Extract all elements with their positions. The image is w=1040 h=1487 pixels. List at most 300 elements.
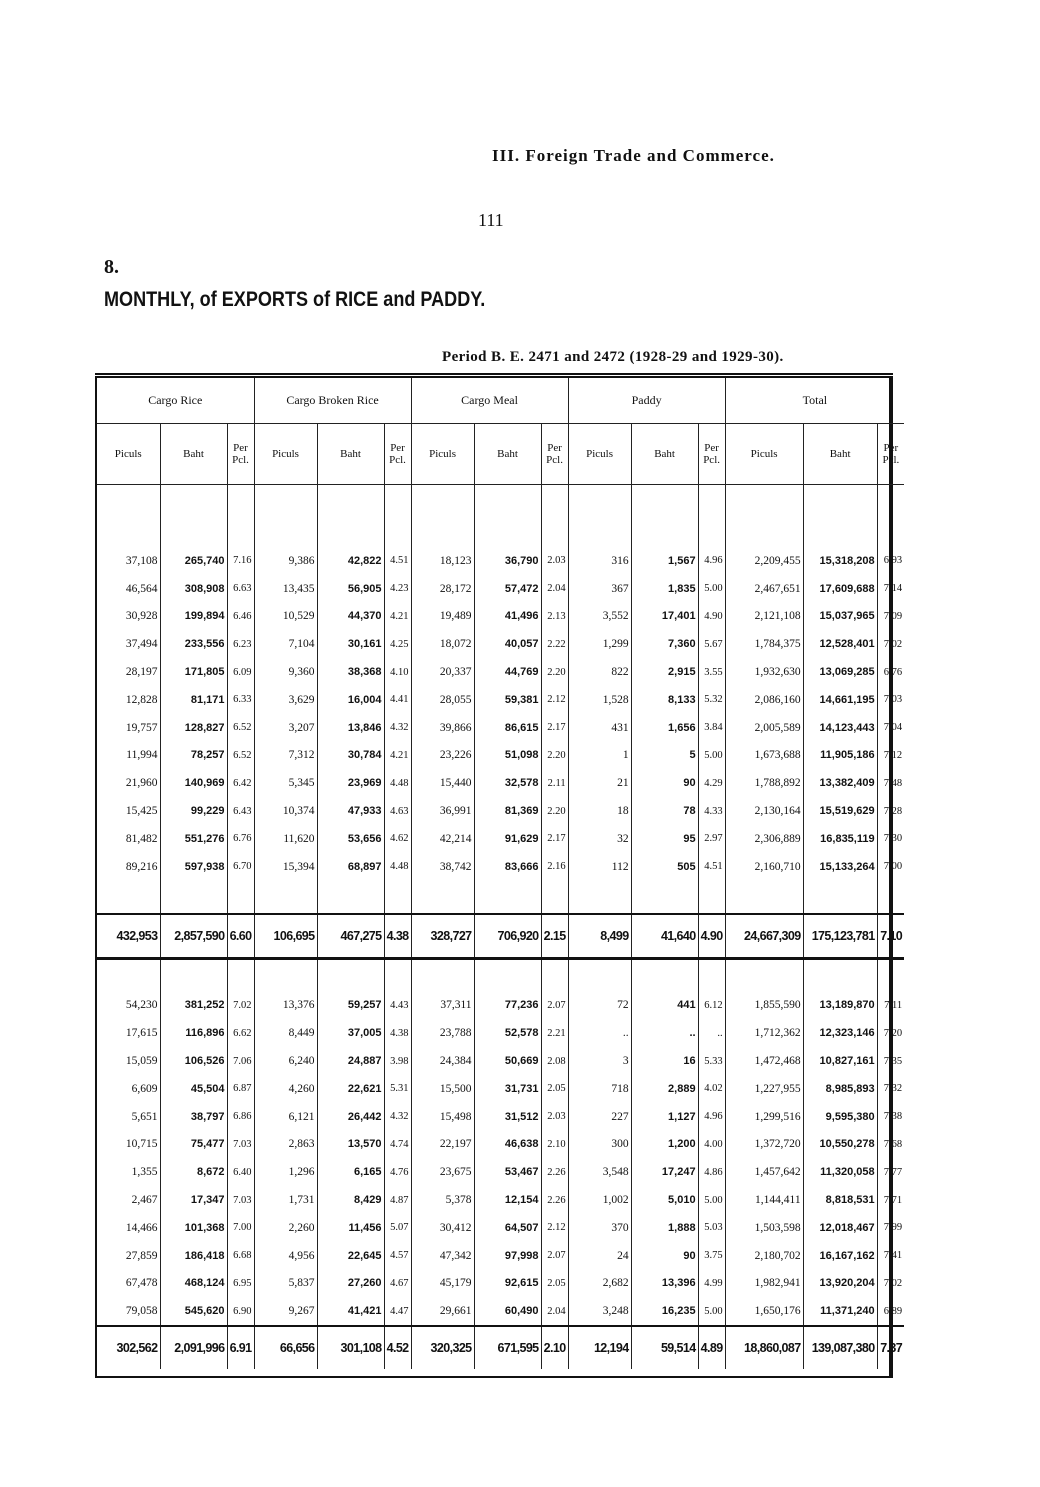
cell-per: 2.26 [541, 1186, 568, 1214]
cell-per: 6.93 [877, 547, 904, 575]
table-row [97, 1297, 904, 1326]
cell-per: 2.26 [541, 1158, 568, 1186]
cell-per: 2.13 [541, 603, 568, 631]
cell-per: 7.02 [227, 992, 254, 1020]
cell-per: 6.40 [227, 1158, 254, 1186]
spacer-cell [411, 958, 474, 992]
cell-picul: 30,412 [411, 1214, 474, 1242]
cell-picul: 1,299 [568, 630, 631, 658]
cell-baht: 44,370 [317, 603, 384, 631]
cell-picul: 14,466 [125, 1221, 158, 1234]
cell-baht: 41,421 [317, 1297, 384, 1326]
cell-per: 6.33 [227, 686, 254, 714]
cell-baht: 22,645 [317, 1242, 384, 1270]
cell-baht: 1,127 [631, 1103, 698, 1131]
table-row [97, 1075, 904, 1103]
cell-baht: 8,985,893 [803, 1075, 877, 1103]
spacer-cell [541, 958, 568, 992]
cell-picul: 54,230 [125, 999, 158, 1012]
cell-baht: 12,018,467 [803, 1214, 877, 1242]
cell-baht: 11,905,186 [803, 742, 877, 770]
cell-picul: 2,130,164 [725, 797, 803, 825]
cell-picul: 15,059 [125, 1055, 158, 1068]
cell-per: 6.63 [227, 575, 254, 603]
cell-picul: 13,376 [254, 992, 317, 1020]
spacer-cell [541, 485, 568, 548]
cell-baht: 265,740 [160, 547, 227, 575]
cell-picul: 15,425 [125, 805, 158, 818]
cell-picul: 11,994 [126, 749, 158, 762]
cell-baht: 199,894 [160, 603, 227, 631]
cell-picul: 32 [568, 825, 631, 853]
spacer-cell [698, 958, 725, 992]
cell-per: 5.00 [698, 1297, 725, 1326]
cell-baht: 14,123,443 [803, 714, 877, 742]
spacer-cell [631, 958, 698, 992]
cell-per: 6.62 [227, 1019, 254, 1047]
spacer-cell [411, 485, 474, 548]
table-row [97, 825, 904, 853]
cell-picul: 22,197 [411, 1131, 474, 1159]
cell-baht: 60,490 [474, 1297, 541, 1326]
cell-baht: 36,790 [474, 547, 541, 575]
cell-per: 4.47 [384, 1297, 411, 1326]
table-title: MONTHLY, of EXPORTS of RICE and PADDY. [104, 288, 486, 311]
cell-picul: 2,467 [131, 1194, 158, 1207]
cell-per: 7.09 [877, 603, 904, 631]
cell-baht: 551,276 [160, 825, 227, 853]
cell-baht: 91,629 [474, 825, 541, 853]
cell-per: 7.14 [877, 575, 904, 603]
cell-per: 2.04 [541, 1297, 568, 1326]
table-row [97, 1047, 904, 1075]
cell-picul: 9,386 [254, 547, 317, 575]
cell-picul: 37,494 [125, 638, 158, 651]
cell-per: 7.04 [877, 714, 904, 742]
cell-picul: 2,180,702 [725, 1242, 803, 1270]
cell-picul: 2,086,160 [725, 686, 803, 714]
cell-picul: 37,108 [125, 554, 158, 567]
cell-baht: 9,595,380 [803, 1103, 877, 1131]
cell-picul: 6,609 [131, 1082, 158, 1095]
spacer-cell [317, 881, 384, 914]
cell-picul: 23,675 [411, 1158, 474, 1186]
cell-per: 4.32 [384, 1103, 411, 1131]
cell-per: 4.21 [384, 742, 411, 770]
cell-baht: 16,235 [631, 1297, 698, 1326]
cell-picul: 4,956 [254, 1242, 317, 1270]
cell-baht: 128,827 [160, 714, 227, 742]
cell-baht: 15,519,629 [803, 797, 877, 825]
cell-per: 2.20 [541, 658, 568, 686]
spacer-cell [384, 485, 411, 548]
subheader-picul: Piculs [254, 424, 317, 485]
subheader-picul: Piculs [725, 424, 803, 485]
cell-picul: 1,296 [254, 1158, 317, 1186]
group-total: Total [725, 378, 904, 424]
cell-baht: 8,818,531 [803, 1186, 877, 1214]
cell-picul: 15,500 [411, 1075, 474, 1103]
cell-baht: 78 [631, 797, 698, 825]
page-number: 111 [478, 210, 504, 230]
cell-per: 4.51 [698, 853, 725, 881]
cell-per: 7.77 [877, 1158, 904, 1186]
cell-per: 2.10 [541, 1326, 568, 1369]
subheader-baht: Baht [160, 424, 227, 485]
cell-baht: 13,920,204 [803, 1270, 877, 1298]
spacer-cell [698, 881, 725, 914]
cell-picul: 1,982,941 [725, 1270, 803, 1298]
cell-per: 7.06 [227, 1047, 254, 1075]
cell-picul: 1,712,362 [725, 1019, 803, 1047]
cell-picul: 2,121,108 [725, 603, 803, 631]
cell-baht: 5,010 [631, 1186, 698, 1214]
table-row [97, 714, 904, 742]
cell-per: 4.90 [698, 914, 725, 959]
cell-baht: 14,661,195 [803, 686, 877, 714]
cell-per: 7.11 [877, 992, 904, 1020]
cell-picul: 1,788,892 [725, 769, 803, 797]
cell-baht: 2,091,996 [160, 1326, 227, 1369]
cell-picul: 1,855,590 [725, 992, 803, 1020]
cell-baht: 75,477 [160, 1131, 227, 1159]
cell-per: 4.41 [384, 686, 411, 714]
cell-baht: 8,133 [631, 686, 698, 714]
cell-per: 2.12 [541, 1214, 568, 1242]
cell-baht: 12,323,146 [803, 1019, 877, 1047]
cell-baht: 17,247 [631, 1158, 698, 1186]
cell-baht: 17,401 [631, 603, 698, 631]
cell-baht: 381,252 [160, 992, 227, 1020]
cell-per: 7.03 [877, 686, 904, 714]
cell-per: 2.21 [541, 1019, 568, 1047]
cell-picul: 15,498 [411, 1103, 474, 1131]
cell-baht: 1,656 [631, 714, 698, 742]
cell-picul: 2,160,710 [725, 853, 803, 881]
cell-per: 7.35 [877, 1047, 904, 1075]
cell-baht: 13,069,285 [803, 658, 877, 686]
cell-baht: 68,897 [317, 853, 384, 881]
subheader-baht: Baht [803, 424, 877, 485]
cell-baht: 106,526 [160, 1047, 227, 1075]
cell-baht: 26,442 [317, 1103, 384, 1131]
cell-picul: 28,172 [411, 575, 474, 603]
cell-picul: 24 [568, 1242, 631, 1270]
cell-picul: 24,667,309 [725, 914, 803, 959]
cell-baht: 46,638 [474, 1131, 541, 1159]
table-number: 8. [104, 256, 119, 278]
subheader-baht: Baht [474, 424, 541, 485]
cell-per: 4.29 [698, 769, 725, 797]
table-row [97, 769, 904, 797]
subheader-baht: Baht [317, 424, 384, 485]
cell-picul: 17,615 [125, 1027, 158, 1040]
cell-baht: 15,133,264 [803, 853, 877, 881]
cell-baht: 41,640 [631, 914, 698, 959]
cell-picul: 8,449 [254, 1019, 317, 1047]
cell-per: 6.87 [227, 1075, 254, 1103]
cell-baht: 31,512 [474, 1103, 541, 1131]
cell-per: 7.02 [877, 1270, 904, 1298]
cell-baht: 186,418 [160, 1242, 227, 1270]
table-row [97, 797, 904, 825]
cell-per: 2.03 [541, 547, 568, 575]
cell-baht: 140,969 [160, 769, 227, 797]
cell-picul: 30,928 [125, 610, 158, 623]
cell-picul: 2,467,651 [725, 575, 803, 603]
spacer-cell [254, 881, 317, 914]
spacer-cell [160, 958, 227, 992]
cell-baht: 42,822 [317, 547, 384, 575]
spacer-cell [254, 958, 317, 992]
cell-picul: 1,299,516 [725, 1103, 803, 1131]
cell-baht: 441 [631, 992, 698, 1020]
cell-per: 6.95 [227, 1270, 254, 1298]
cell-baht: 59,257 [317, 992, 384, 1020]
cell-picul: 67,478 [125, 1277, 158, 1290]
cell-baht: 2,889 [631, 1075, 698, 1103]
cell-per: 2.16 [541, 853, 568, 881]
cell-per: 2.05 [541, 1075, 568, 1103]
cell-per: 4.43 [384, 992, 411, 1020]
cell-picul: 106,695 [254, 914, 317, 959]
table-row [97, 853, 904, 881]
cell-per: 4.38 [384, 1019, 411, 1047]
cell-per: 4.02 [698, 1075, 725, 1103]
cell-baht: 706,920 [474, 914, 541, 959]
spacer-cell [698, 485, 725, 548]
cell-per: 7.16 [227, 547, 254, 575]
subheader-per: Per Pcl. [877, 424, 904, 485]
spacer-row [97, 881, 904, 914]
cell-per: 2.22 [541, 630, 568, 658]
cell-picul: 18 [568, 797, 631, 825]
cell-per: 7.30 [877, 825, 904, 853]
spacer-cell [725, 958, 803, 992]
table-row [97, 1131, 904, 1159]
cell-picul: 10,374 [254, 797, 317, 825]
table-row [97, 992, 904, 1020]
spacer-cell [384, 881, 411, 914]
cell-picul: 5,345 [254, 769, 317, 797]
cell-baht: 53,467 [474, 1158, 541, 1186]
cell-picul: 432,953 [97, 914, 160, 959]
spacer-cell [474, 485, 541, 548]
cell-per: 4.21 [384, 603, 411, 631]
cell-per: 4.25 [384, 630, 411, 658]
spacer-cell [227, 958, 254, 992]
cell-per: 7.38 [877, 1103, 904, 1131]
cell-picul: 5,378 [411, 1186, 474, 1214]
cell-picul: 81,482 [125, 832, 158, 845]
subheader-per: Per Pcl. [227, 424, 254, 485]
cell-per: 4.32 [384, 714, 411, 742]
subheader-baht: Baht [631, 424, 698, 485]
table-top-rule [95, 373, 893, 375]
cell-baht: 56,905 [317, 575, 384, 603]
cell-per: 4.86 [698, 1158, 725, 1186]
table-row [97, 1158, 904, 1186]
cell-picul: 367 [568, 575, 631, 603]
cell-per: 2.20 [541, 742, 568, 770]
cell-per: 7.10 [877, 914, 904, 959]
cell-per: 2.97 [698, 825, 725, 853]
cell-baht: 671,595 [474, 1326, 541, 1369]
cell-per: 4.74 [384, 1131, 411, 1159]
cell-baht: 301,108 [317, 1326, 384, 1369]
cell-per: 3.55 [698, 658, 725, 686]
cell-baht: .. [631, 1019, 698, 1047]
spacer-cell [411, 881, 474, 914]
cell-baht: 83,666 [474, 853, 541, 881]
cell-baht: 6,165 [317, 1158, 384, 1186]
spacer-cell [568, 958, 631, 992]
cell-picul: 316 [568, 547, 631, 575]
cell-per: 5.00 [698, 742, 725, 770]
cell-picul: .. [568, 1019, 631, 1047]
spacer-cell [877, 485, 904, 548]
cell-picul: 112 [568, 853, 631, 881]
cell-picul: 38,742 [411, 853, 474, 881]
cell-per: 7.99 [877, 1214, 904, 1242]
cell-per: 2.11 [541, 769, 568, 797]
cell-per: 7.71 [877, 1186, 904, 1214]
cell-per: 7.20 [877, 1019, 904, 1047]
cell-baht: 13,570 [317, 1131, 384, 1159]
cell-per: 6.52 [227, 714, 254, 742]
cell-per: 5.00 [698, 575, 725, 603]
spacer-cell [227, 485, 254, 548]
cell-baht: 505 [631, 853, 698, 881]
cell-baht: 41,496 [474, 603, 541, 631]
cell-per: 3.84 [698, 714, 725, 742]
cell-per: 7.03 [227, 1186, 254, 1214]
cell-picul: 46,564 [125, 582, 158, 595]
cell-picul: 13,435 [254, 575, 317, 603]
cell-per: 7.12 [877, 742, 904, 770]
cell-per: 2.10 [541, 1131, 568, 1159]
cell-per: 5.67 [698, 630, 725, 658]
cell-baht: 12,528,401 [803, 630, 877, 658]
table-row [97, 686, 904, 714]
group-cargo-rice: Cargo Rice [97, 378, 254, 424]
cell-per: 5.32 [698, 686, 725, 714]
subheader-picul: Piculs [411, 424, 474, 485]
cell-baht: 32,578 [474, 769, 541, 797]
cell-per: 5.07 [384, 1214, 411, 1242]
cell-baht: 31,731 [474, 1075, 541, 1103]
cell-picul: 300 [568, 1131, 631, 1159]
cell-picul: 2,260 [254, 1214, 317, 1242]
spacer-cell [725, 485, 803, 548]
cell-per: 2.12 [541, 686, 568, 714]
cell-baht: 44,769 [474, 658, 541, 686]
cell-picul: 1,503,598 [725, 1214, 803, 1242]
cell-per: 3.98 [384, 1047, 411, 1075]
cell-per: 6.42 [227, 769, 254, 797]
cell-baht: 53,656 [317, 825, 384, 853]
spacer-cell [474, 881, 541, 914]
cell-picul: 5,837 [254, 1270, 317, 1298]
cell-picul: 12,194 [568, 1326, 631, 1369]
cell-picul: 11,620 [254, 825, 317, 853]
cell-baht: 95 [631, 825, 698, 853]
cell-per: 2.03 [541, 1103, 568, 1131]
spacer-cell [631, 881, 698, 914]
total-row-1928-29 [97, 914, 904, 959]
cell-picul: 3,552 [568, 603, 631, 631]
cell-picul: 320,325 [411, 1326, 474, 1369]
cell-picul: 3,629 [254, 686, 317, 714]
cell-baht: 81,171 [160, 686, 227, 714]
cell-per: 4.99 [698, 1270, 725, 1298]
cell-per: 4.96 [698, 547, 725, 575]
cell-picul: 66,656 [254, 1326, 317, 1369]
cell-baht: 139,087,380 [803, 1326, 877, 1369]
cell-picul: 42,214 [411, 825, 474, 853]
cell-baht: 10,550,278 [803, 1131, 877, 1159]
total-row-1929-30 [97, 1326, 904, 1369]
cell-picul: 10,529 [254, 603, 317, 631]
cell-picul: 1 [568, 742, 631, 770]
table-row [97, 1019, 904, 1047]
cell-per: 4.89 [698, 1326, 725, 1369]
cell-per: 6.91 [227, 1326, 254, 1369]
cell-baht: 12,154 [474, 1186, 541, 1214]
cell-per: 4.52 [384, 1326, 411, 1369]
table-row [97, 603, 904, 631]
cell-picul: 1,650,176 [725, 1297, 803, 1326]
table-row [97, 1186, 904, 1214]
cell-picul: 6,240 [254, 1047, 317, 1075]
cell-baht: 467,275 [317, 914, 384, 959]
cell-picul: 2,209,455 [725, 547, 803, 575]
cell-per: 4.90 [698, 603, 725, 631]
group-header-row [97, 378, 904, 424]
cell-per: 2.15 [541, 914, 568, 959]
cell-per: 2.04 [541, 575, 568, 603]
cell-picul: 27,859 [125, 1249, 158, 1262]
cell-per: 4.62 [384, 825, 411, 853]
cell-baht: 24,887 [317, 1047, 384, 1075]
subheader-row [97, 424, 904, 485]
cell-baht: 2,857,590 [160, 914, 227, 959]
cell-baht: 38,797 [160, 1103, 227, 1131]
cell-picul: 21,960 [125, 777, 158, 790]
cell-per: 7.00 [877, 853, 904, 881]
spacer-cell [317, 958, 384, 992]
cell-per: 2.05 [541, 1270, 568, 1298]
spacer-cell [803, 881, 877, 914]
cell-per: 2.07 [541, 1242, 568, 1270]
cell-per: 4.76 [384, 1158, 411, 1186]
spacer-cell [160, 485, 227, 548]
cell-picul: 21 [568, 769, 631, 797]
spacer-cell [474, 958, 541, 992]
cell-baht: 97,998 [474, 1242, 541, 1270]
cell-picul: 4,260 [254, 1075, 317, 1103]
cell-baht: 17,609,688 [803, 575, 877, 603]
cell-baht: 13,382,409 [803, 769, 877, 797]
cell-baht: 86,615 [474, 714, 541, 742]
table-body [97, 485, 904, 1370]
cell-per: 6.89 [877, 1297, 904, 1326]
spacer-cell [384, 958, 411, 992]
cell-baht: 1,567 [631, 547, 698, 575]
table-row [97, 575, 904, 603]
cell-picul: 1,784,375 [725, 630, 803, 658]
spacer-cell [97, 485, 160, 548]
